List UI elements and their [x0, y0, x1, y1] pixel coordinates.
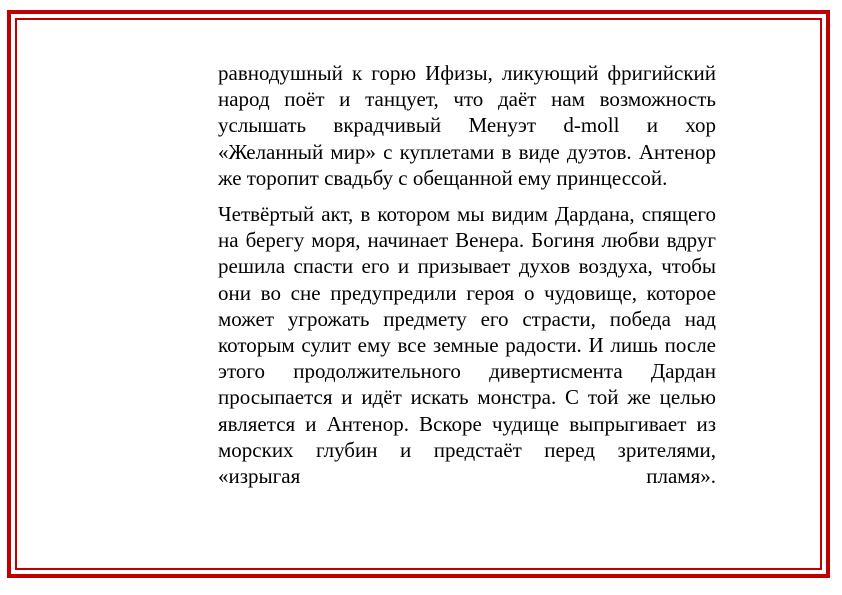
page-text-column [218, 60, 716, 489]
paragraph-1: равнодушный к горю Ифизы, ликующий фригийский народ поёт и танцует, что даёт нам возможность услышать вкрадчивый Менуэт d-moll и хор «Желанный мир» с куплетами в виде дуэтов. Антенор же торопит свадьбу с обещанной ему принцессой. [218, 61, 716, 190]
paragraph-2: Четвёртый акт, в котором мы видим Дардана, спящего на берегу моря, начинает Венера. Богиня любви вдруг решила спасти его и призывает духов воздуха, чтобы они во сне предупредили героя о чудовище, которое может угрожать предмету его страсти, победа над которым сулит ему все земные радости. И лишь после этого продолжительного дивертисмента Дардан просыпается и идёт искать монстра. С той же целью является и Антенор. Вскоре чудище выпрыгивает из морских глубин и предстаёт перед зрителями, «изрыгая пламя». [218, 202, 716, 489]
